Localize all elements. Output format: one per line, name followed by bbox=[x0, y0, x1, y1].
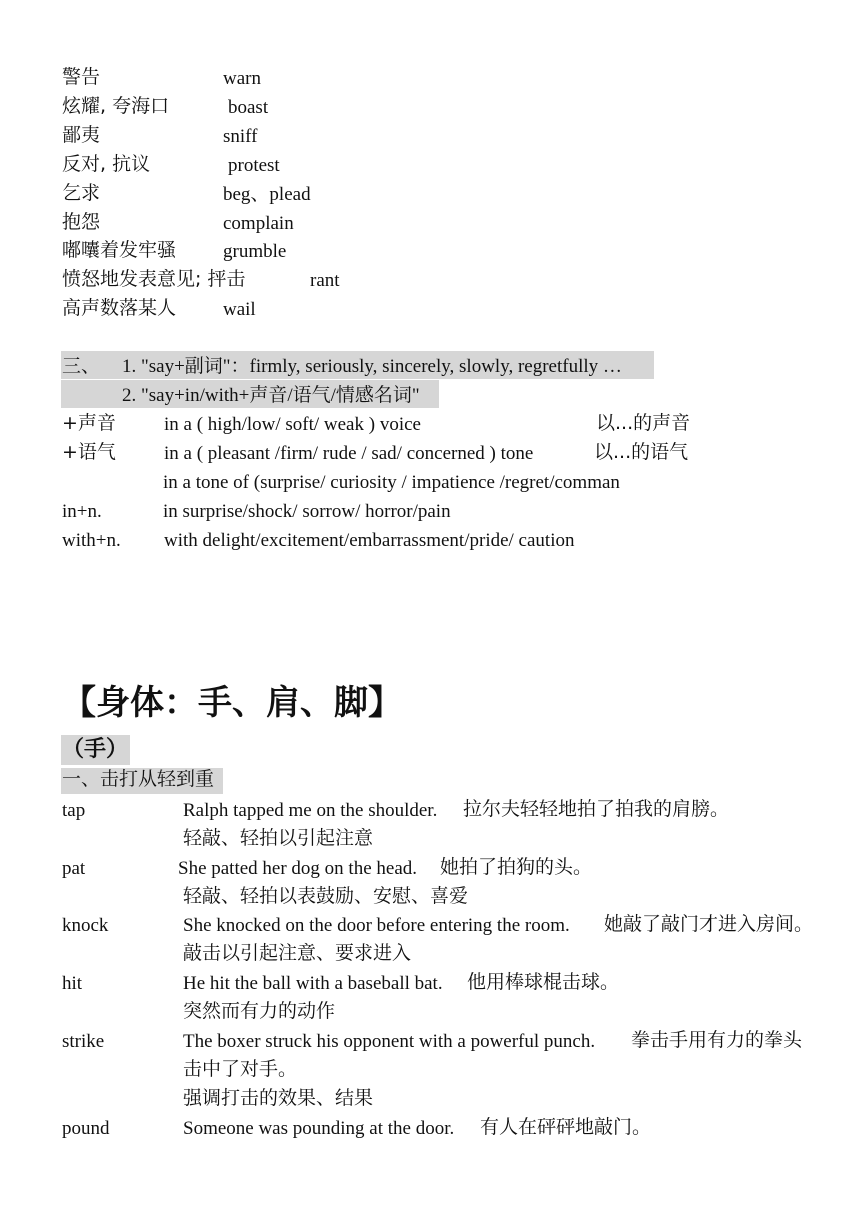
verb-cn: 高声数落某人 bbox=[62, 297, 177, 319]
entry-translation-cont: 击中了对手。 bbox=[183, 1058, 298, 1080]
row-cn: 以...的语气 bbox=[594, 441, 689, 463]
entry-word: knock bbox=[62, 915, 109, 936]
entry-translation: 拉尔夫轻轻地拍了拍我的肩膀。 bbox=[463, 798, 730, 820]
verb-en: warn bbox=[223, 68, 261, 89]
entry-word: hit bbox=[62, 973, 83, 994]
verb-en: protest bbox=[228, 155, 280, 176]
row-label: +语气 bbox=[62, 441, 116, 463]
verb-cn: 反对, 抗议 bbox=[62, 153, 151, 175]
subheading: 一、击打从轻到重 bbox=[62, 768, 215, 790]
entry-example: The boxer struck his opponent with a powerful punch. bbox=[183, 1031, 596, 1052]
row-label: with+n. bbox=[62, 530, 121, 551]
row-label: in+n. bbox=[62, 501, 102, 522]
row-text: in a ( pleasant /firm/ rude / sad/ concerned ) tone bbox=[164, 443, 534, 464]
verb-cn: 炫耀, 夸海口 bbox=[62, 95, 170, 117]
entry-example: She patted her dog on the head. bbox=[178, 858, 418, 879]
entry-word: pat bbox=[62, 858, 86, 879]
entry-example: Ralph tapped me on the shoulder. bbox=[183, 800, 438, 821]
entry-word: tap bbox=[62, 800, 86, 821]
verb-cn: 愤怒地发表意见; 抨击 bbox=[62, 268, 246, 290]
verb-cn: 鄙夷 bbox=[62, 124, 101, 146]
entry-note: 轻敲、轻拍以表鼓励、安慰、喜爱 bbox=[183, 885, 469, 907]
row-label: +声音 bbox=[62, 412, 116, 434]
verb-en: boast bbox=[228, 97, 269, 118]
entry-example: She knocked on the door before entering the room. bbox=[183, 915, 570, 936]
verb-cn: 抱怨 bbox=[62, 211, 101, 233]
entry-note: 敲击以引起注意、要求进入 bbox=[183, 942, 412, 964]
row-text: in a ( high/low/ soft/ weak ) voice bbox=[164, 414, 421, 435]
subtitle: （手） bbox=[62, 737, 129, 762]
entry-note: 强调打击的效果、结果 bbox=[183, 1087, 374, 1109]
verb-en: complain bbox=[223, 213, 294, 234]
row-text: in surprise/shock/ sorrow/ horror/pain bbox=[163, 501, 451, 522]
verb-cn: 警告 bbox=[62, 66, 101, 88]
verb-cn: 乞求 bbox=[62, 182, 101, 204]
section-number: 三、 bbox=[62, 355, 101, 377]
say-adverb-line: 1. "say+副词"：firmly, seriously, sincerely, slowly, regretfully … bbox=[122, 356, 622, 377]
entry-note: 突然而有力的动作 bbox=[183, 1000, 336, 1022]
entry-example: He hit the ball with a baseball bat. bbox=[183, 973, 443, 994]
entry-word: strike bbox=[62, 1031, 105, 1052]
row-text: with delight/excitement/embarrassment/pride/ caution bbox=[164, 530, 575, 551]
entry-translation: 他用棒球棍击球。 bbox=[467, 971, 620, 993]
verb-en: rant bbox=[310, 270, 340, 291]
entry-note: 轻敲、轻拍以引起注意 bbox=[183, 827, 374, 849]
verb-cn: 嘟囔着发牢骚 bbox=[62, 239, 177, 261]
entry-translation: 她拍了拍狗的头。 bbox=[440, 856, 593, 878]
entry-translation: 有人在砰砰地敲门。 bbox=[480, 1116, 652, 1138]
row-text: in a tone of (surprise/ curiosity / impatience /regret/comman bbox=[163, 472, 620, 493]
row-cn: 以...的声音 bbox=[596, 412, 691, 434]
verb-en: sniff bbox=[223, 126, 258, 147]
entry-translation: 她敲了敲门才进入房间。 bbox=[604, 913, 814, 935]
verb-en: beg、plead bbox=[223, 184, 311, 205]
verb-en: grumble bbox=[223, 241, 287, 262]
entry-example: Someone was pounding at the door. bbox=[183, 1118, 455, 1139]
say-noun-line: 2. "say+in/with+声音/语气/情感名词" bbox=[122, 385, 420, 406]
verb-en: wail bbox=[223, 299, 256, 320]
entry-translation: 拳击手用有力的拳头 bbox=[631, 1029, 803, 1051]
entry-word: pound bbox=[62, 1118, 110, 1139]
section-title: 【身体：手、肩、脚】 bbox=[62, 683, 402, 723]
